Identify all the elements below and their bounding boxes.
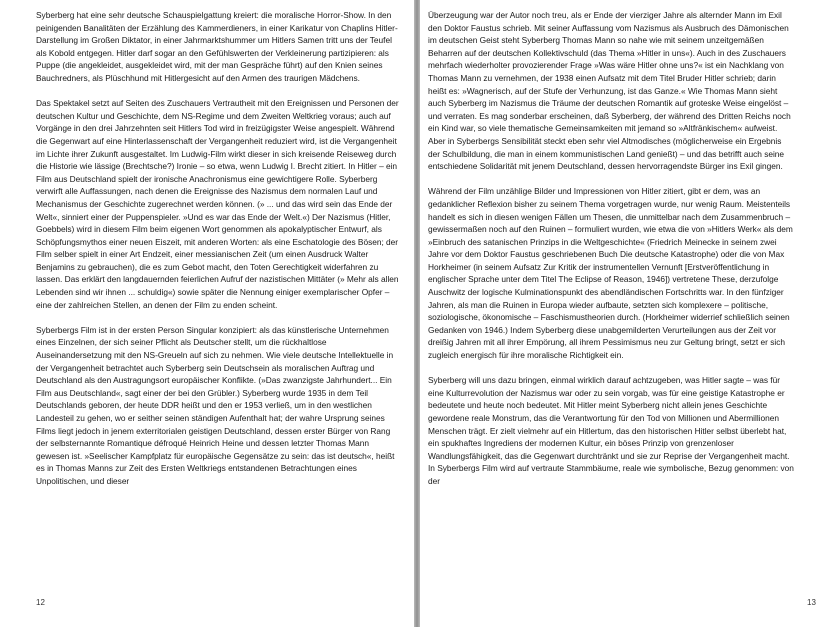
paragraph: Das Spektakel setzt auf Seiten des Zuschauers Vertrautheit mit den Ereignissen und Personen der deutschen Kultur und Geschichte, dem NS-Regime und dem Zweiten Weltkrieg voraus; auch auf Vorgänge in den drei Jahrzehnten seit Hitlers Tod wird in freizügigster Weise angespielt. Während die Gegenwart auf eine Hinterlassenschaft der Vergangenheit reduziert wird, ist die Vergangenheit im Lichte ihrer Zukunft ausgestaltet. Im Ludwig-Film wirkt dieser in sich kreisende Reiseweg durch die Historie wie lässige (Brechtsche?) Ironie – so etwa, wenn Ludwig I. Brecht zitiert. In Hitler – ein Film aus Deutschland spielt der ironische Anachronismus eine gewichtigere Rolle. Syberberg verwirft alle Auffassungen, nach denen die Ereignisse des Nazismus dem normalen Lauf und Mechanismus der Geschichte zugerechnet werden können. (» ... und das wird sein das Ende der Welt«, sinniert einer der Puppenspieler. »Und es war das Ende der Welt.«) Der Nazismus (Hitler, Goebbels) wird in diesem Film beim eigenen Wort genommen als apokalyptischer Entwurf, als Schöpfungsmythos einer neuen Eiszeit, mit anderen Worten: als eine Eschatologie des Bösen; der Film selber spielt in einer Art Endzeit, einer messianischen Zeit (um einen Ausdruck Walter Benjamins zu gebrauchen), die es zum Gebot macht, den Toten Gerechtigkeit widerfahren zu lassen. Das erklärt den langdauernden feierlichen Aufruf der nazistischen Mittäter (» Mehr als allen Lebenden sind wir ihnen ... schuldig«) sowie später die Nennung einiger exemplarischer Opfer – eine der zahlreichen Stellen, an denen der Film zu enden scheint. [36, 98, 399, 310]
paragraph: Während der Film unzählige Bilder und Impressionen von Hitler zitiert, gibt er dem, was an gedanklicher Reflexion bisher zu seinem Thema vorgetragen wurde, nur wenig Raum. Meistenteils handelt es sich in diesen wenigen Fällen um Thesen, die unmittelbar nach dem Zusammenbruch – gewissermaßen noch auf den Ruinen – formuliert wurden, wie etwa die von »Hitlers Werk« als dem »Einbruch des satanischen Prinzips in die Weltgeschichte« (Friedrich Meinecke in seinem zwei Jahre vor dem Doktor Faustus geschriebenen Buch Die deutsche Katastrophe) oder die von Max Horkheimer (in seinem Aufsatz Zur Kritik der instrumentellen Vernunft [Erstveröffentlichung in englischer Sprache unter dem Titel The Eclipse of Reason, 1946]) vertretene These, derzufolge Auschwitz der logische Kulminationspunkt des abendländischen Fortschritts war. In den fünfziger Jahren, als man die Ruinen in Europa wieder aufbaute, setzten sich komplexere – politische, soziologische, ökonomische – Faschismustheorien durch. (Horkheimer widerrief schließlich seinen Gedanken von 1946.) Indem Syberberg diese unabgemilderten Verurteilungen aus der Zeit vor dreißig Jahren mit all ihrer Empörung, all ihrem Pessimismus neu zur Geltung bringt, setzt er sich zugleich energisch für ihre moralische Richtigkeit ein. [428, 186, 793, 361]
paragraph: Syberberg will uns dazu bringen, einmal wirklich darauf achtzugeben, was Hitler sagte – was für eine Kulturrevolution der Nazismus war oder zu sein vorgab, was für eine geistige Katastrophe er bedeutete und heute noch bedeutet. Mit Hitler meint Syberberg nicht allein jenes Geschichte gewordene reale Monstrum, das die Verantwortung für den Tod von Millionen und Abermillionen Menschen trägt. Er zielt vielmehr auf ein Hitlertum, das den historischen Hitler selbst überlebt hat, ein spukhaftes Ingrediens der modernen Kultur, ein böses Prinzip von grenzenloser Wandlungsfähigkeit, das die Gegenwart durchtränkt und sie zur Reprise der Vergangenheit macht. In Syberbergs Film wird auf vertraute Stammbäume, reale wie symbolische, Bezug genommen: von der [428, 375, 794, 486]
page-number-right: 13 [807, 598, 816, 607]
right-page-text [428, 9, 794, 488]
left-page-text [36, 9, 402, 488]
paragraph: Syberberg hat eine sehr deutsche Schauspielgattung kreiert: die moralische Horror-Show. In den peinigenden Banalitäten der Erzählung des Kammerdieners, in einer Karikatur von Chaplins Hitler-Darstellung im Großen Diktator, in einer Jahrmarktshummer um Hitlers Samen tritt uns der Teufel als Kobold entgegen. Hitler darf sogar an den Gefühlswerten der Verkleinerung partizipieren: als Puppe (die angekleidet, ausgekleidet wird, mit der man Gespräche führt) auf den Knien seines Bauchredners, als Plüschhund mit Hitlergesicht auf den Armen des traurigen Mädchens. [36, 10, 398, 83]
page-number-left: 12 [36, 598, 45, 607]
paragraph: Überzeugung war der Autor noch treu, als er Ende der vierziger Jahre als alternder Mann im Exil den Doktor Faustus schrieb. Mit seiner Auffassung vom Nazismus als Ausbruch des Dämonischen im deutschen Geist steht Syberberg Thomas Mann so nahe wie mit seinem unzeitgemäßen Beharren auf der deutschen Kollektivschuld (das Thema »Hitler in uns«). Auch in des Zuschauers mehrfach wiederholter provozierender Frage »Was wäre Hitler ohne uns?« ist ein Nachklang von Thomas Mann zu vernehmen, der 1938 einen Aufsatz mit dem Titel Bruder Hitler schrieb; darin heißt es: »Wagnerisch, auf der Stufe der Verhunzung, ist das Ganze.« Wie Thomas Mann sieht auch Syberberg im Nazismus die Träume der deutschen Romantik auf groteske Weise eingelöst – und verraten. Es mag sonderbar erscheinen, daß Syberberg, der während des Dritten Reichs noch ein Kind war, so viele thematische Gemeinsamkeiten mit jemand so »Altfränkischem« aufweist. Aber in Syberbergs Sensibilität steckt eben sehr viel Altmodisches (möglicherweise ein Ergebnis der Schulbildung, die man in einem kommunistischen Land genießt) – und das betrifft auch seine entschiedene Solidarität mit jenem Deutschland, dessen hervorragendste Bürger ins Exil gingen. [428, 10, 791, 172]
paragraph: Syberbergs Film ist in der ersten Person Singular konzipiert: als das künstlerische Unternehmen eines Einzelnen, der sich seiner Pflicht als Deutscher stellt, um die rückhaltlose Auseinandersetzung mit den NS-Greueln auf sich zu nehmen. Wie viele deutsche Intellektuelle in der Vergangenheit betrachtet auch Syberberg sein Deutschsein als moralischen Auftrag und Deutschland als den Austragungsort europäischer Konflikte. (»Das zwanzigste Jahrhundert... Ein Film aus Deutschland«, sagt einer der bei den Grübler.) Syberberg wurde 1935 in dem Teil Deutschlands geboren, der heute DDR heißt und den er 1953 verließ, um in den westlichen Landesteil zu gehen, wo er seither seinen ständigen Aufenthalt hat; der wahre Ursprung seines Films liegt jedoch in jenem exterritorialen geistigen Deutschland, dessen erster Bürger von Rang der selbsternannte Romantique défroqué Heinrich Heine und dessen letzter Thomas Mann gewesen ist. »Seelischer Kampfplatz für europäische Gegensätze zu sein: das ist deutsch«, heißt es in Thomas Manns zur Zeit des Ersten Weltkriegs entstandenen Betrachtungen eines Unpolitischen, und dieser [36, 324, 395, 486]
right-page [420, 0, 834, 627]
left-page [0, 0, 414, 627]
